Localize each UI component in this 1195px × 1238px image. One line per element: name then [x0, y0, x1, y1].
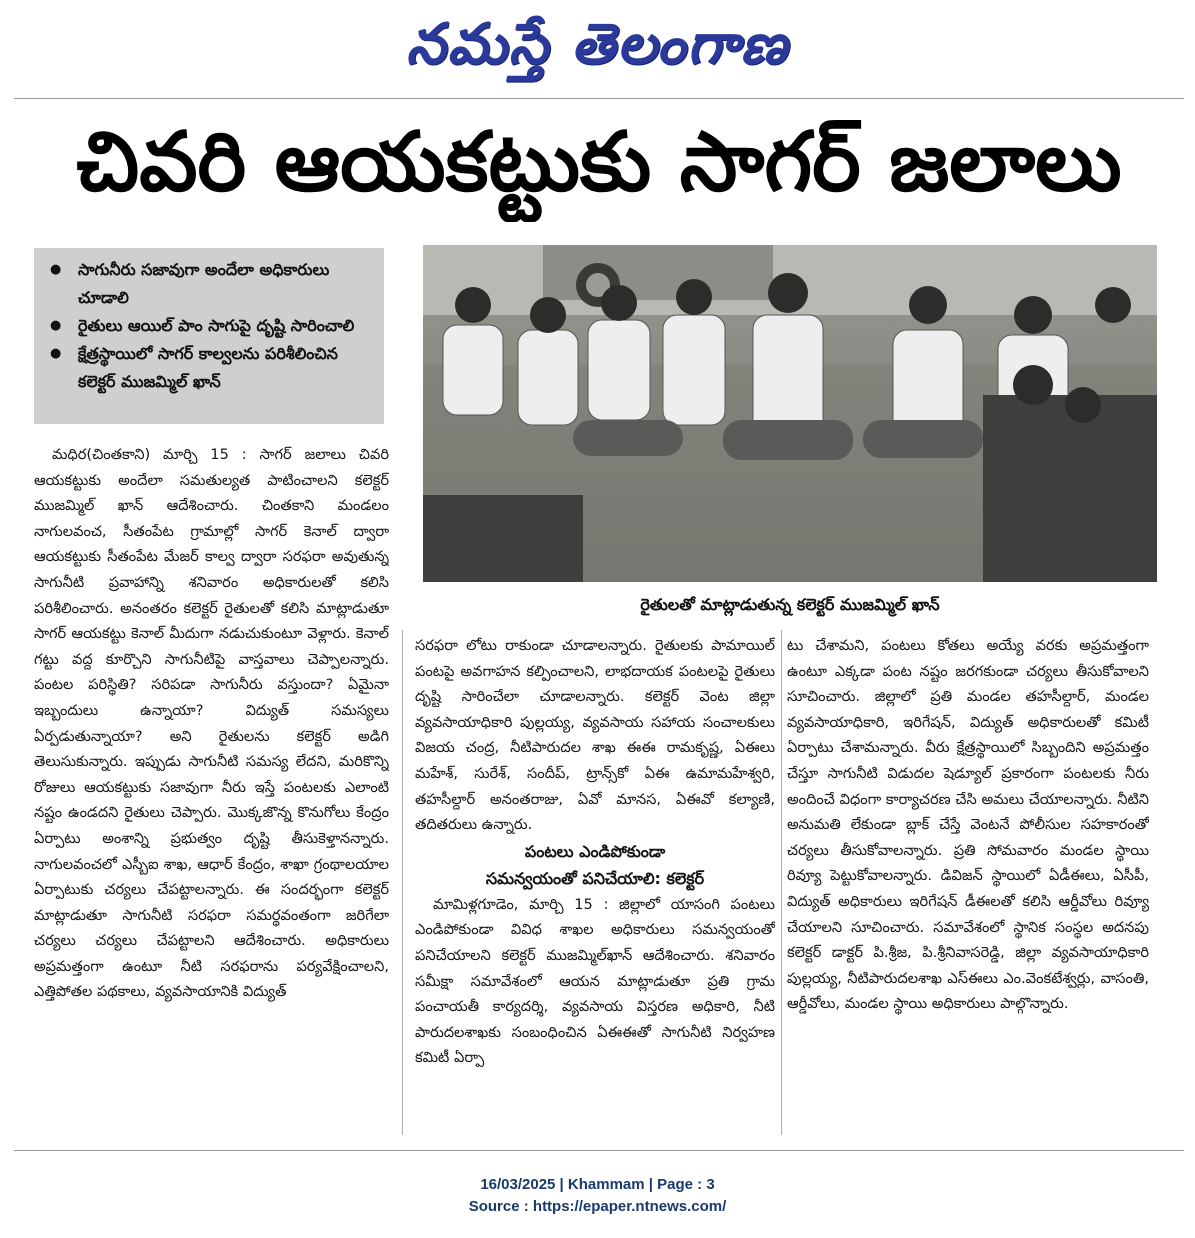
masthead-logo: నమస్తే తెలంగాణ — [406, 11, 789, 77]
sub-headline: పంటలు ఎండిపోకుండా — [524, 841, 666, 861]
article-paragraph: మధిర(చింతకాని) మార్చి 15 : సాగర్ జలాలు చివరి ఆయకట్టుకు అందేలా సమతుల్యత పాటించాలని కలెక్టర్ ముజమ్మిల్ ఖాన్ ఆదేశించారు. చింతకాని మండలం నాగులవంచ, సీతంపేట గ్రామాల్లో సాగర్ కెనాల్ ద్వారా ఆయకట్టుకు సీతంపేట మేజర్ కాల్వ ద్వారా సరఫరా అవుతున్న సాగునీటి ప్రవాహాన్ని శనివారం అధికారులతో కలిసి పరిశీలించారు. అనంతరం కలెక్టర్ రైతులతో కలిసి మాట్లాడుతూ సాగర్ ఆయకట్టు కెనాల్ మీదుగా నడుచుకుంటూ వెళ్లారు. కెనాల్ గట్టు వద్ద కూర్చొని సాగునీటిపై వాస్తవాలు చెప్పాలన్నారు. పంటల పరిస్థితి? సరిపడా సాగునీరు వస్తుందా? ఏమైనా ఇబ్బందులు ఉన్నాయా? విద్యుత్ సమస్యలు ఏర్పడుతున్నాయా? అని రైతులను కలెక్టర్ అడిగి తెలుసుకున్నారు. ఇప్పుడు సాగునీటి సమస్య లేదని, మరికొన్ని రోజులు ఆయకట్టుకు సజావుగా నీరు ఇస్తే పంటలకు ఎలాంటి నష్టం ఉండదని రైతులు చెప్పారు. మొక్కజొన్న కొనుగోలు కేంద్రం ఏర్పాటు అంశాన్ని ప్రభుత్వం దృష్టి తీసుకెళ్తానన్నారు. నాగులవంచలో ఎస్బీఐ శాఖ, ఆధార్ కేంద్రం, శాఖా గ్రంథాలయాల ఏర్పాటుకు చర్యలు చేపట్టాలన్నారు. ఈ సందర్భంగా కలెక్టర్ మాట్లాడుతూ సాగునీటి సరఫరా సమర్థవంతంగా జరిగేలా చర్యలు చర్యలు చేపట్టాలని ఆదేశించారు. అధికారులు అప్రమత్తంగా ఉంటూ నీటి సరఫరాను పర్యవేక్షించాలని, ఎత్తిపోతల పథకాలు, వ్యవసాయానికి విద్యుత్ — [34, 446, 389, 1001]
newspaper-masthead — [0, 4, 1195, 84]
column-divider — [781, 630, 782, 1135]
column-divider — [402, 630, 403, 1135]
sub-headline: సమన్వయంతో పనిచేయాలి: కలెక్టర్ — [485, 868, 705, 888]
page-bottom-divider — [14, 1150, 1184, 1151]
highlight-item: ● క్షేత్రస్థాయిలో సాగర్ కాల్వలను పరిశీలించిన కలెక్టర్ ముజమ్మిల్ ఖాన్ — [48, 340, 374, 396]
article-column-2 — [415, 633, 775, 1138]
article-paragraph: సరఫరా లోటు రాకుండా చూడాలన్నారు. రైతులకు పామాయిల్ పంటపై అవగాహన కల్పించాలని, లాభదాయక పంటలపై రైతులు దృష్టి సారించేలా చూడాలన్నారు. కలెక్టర్ వెంట జిల్లా వ్యవసాయాధికారి పుల్లయ్య, వ్యవసాయ సహాయ సంచాలకులు విజయ చంద్ర, నీటిపారుదల శాఖ ఈఈ రామకృష్ణ, ఏఈలు మహేశ్, సురేశ్, సందీప్, ట్రాన్స్‌కో ఏఈ ఉమామహేశ్వరి, తహసీల్దార్ అనంతరాజు, ఏవో మానస, ఏఈవో కల్యాణి, తదితరులు ఉన్నారు. — [415, 637, 775, 834]
article-paragraph: మామిళ్లగూడెం, మార్చి 15 : జిల్లాలో యాసంగి పంటలు ఎండిపోకుండా వివిధ శాఖల అధికారులు సమన్వయంతో పనిచేయాలని కలెక్టర్ ముజమ్మిల్‌ఖాన్ ఆదేశించారు. శనివారం సమీక్షా సమావేశంలో ఆయన మాట్లాడుతూ ప్రతి గ్రామ పంచాయతీ కార్యదర్శి, వ్యవసాయ విస్తరణ అధికారి, నీటి పారుదలశాఖకు సంబంధించిన ఏఈఈతో సాగునీటి నిర్వహణ కమిటీ ఏర్పా — [415, 895, 775, 1067]
article-column-1 — [34, 442, 389, 1138]
source-link[interactable]: Source : https://epaper.ntnews.com/ — [468, 1198, 727, 1215]
highlights-box — [34, 248, 384, 424]
article-paragraph: టు చేశామని, పంటలు కోతలు అయ్యే వరకు అప్రమత్తంగా ఉంటూ ఎక్కడా పంట నష్టం జరగకుండా చర్యలు తీసుకోవాలని సూచించారు. జిల్లాలో ప్రతి మండల తహసీల్దార్, మండల వ్యవసాయాధికారి, ఇరిగేషన్, విద్యుత్ అధికారులతో కమిటీ ఏర్పాటు చేశామన్నారు. వీరు క్షేత్రస్థాయిలో సిబ్బందిని అప్రమత్తం చేస్తూ సాగునీటి విడుదల షెడ్యూల్ ప్రకారంగా పంటలకు నీరు అందించే విధంగా కార్యాచరణ చేసి అమలు చేయాలన్నారు. నీటిని అనుమతి లేకుండా బ్లాక్ చేస్తే వెంటనే పోలీసుల సహకారంతో చర్యలు తీసుకోవాలన్నారు. ప్రతి సోమవారం మండల స్థాయి రివ్యూ పెట్టుకోవాలన్నారు. డివిజన్ స్థాయిలో ఏడీఈలు, ఏసీపీ, విద్యుత్ అధికారులు ఇరిగేషన్ డీఈలతో కలిసి ఆర్డీవోలు రివ్యూ చేయాలని సూచించారు. సమావేశంలో స్థానిక సంస్థల అదనపు కలెక్టర్ డాక్టర్ పి.శ్రీజ, పి.శ్రీనివాసరెడ్డి, జిల్లా వ్యవసాయాధికారి పుల్లయ్య, నీటిపారుదలశాఖ ఎస్ఈలు ఎం.వెంకటేశ్వర్లు, వాసంతి, ఆర్డీవోలు, మండల స్థాయి అధికారులు పాల్గొన్నారు. — [787, 637, 1149, 1013]
article-column-3 — [787, 633, 1149, 1138]
masthead-divider — [14, 98, 1184, 99]
highlight-item: ● సాగునీరు సజావుగా అందేలా అధికారులు చూడాలి — [48, 256, 374, 312]
news-photo — [423, 245, 1157, 582]
photo-caption: రైతులతో మాట్లాడుతున్న కలెక్టర్ ముజమ్మిల్ ఖాన్ — [640, 595, 940, 614]
highlight-item: ● రైతులు ఆయిల్ పాం సాగుపై దృష్టి సారించాలి — [48, 312, 374, 340]
photo-illustration — [423, 245, 1157, 582]
edition-info: 16/03/2025 | Khammam | Page : 3 — [480, 1176, 715, 1193]
article-headline: చివరి ఆయకట్టుకు సాగర్ జలాలు — [76, 115, 1122, 210]
